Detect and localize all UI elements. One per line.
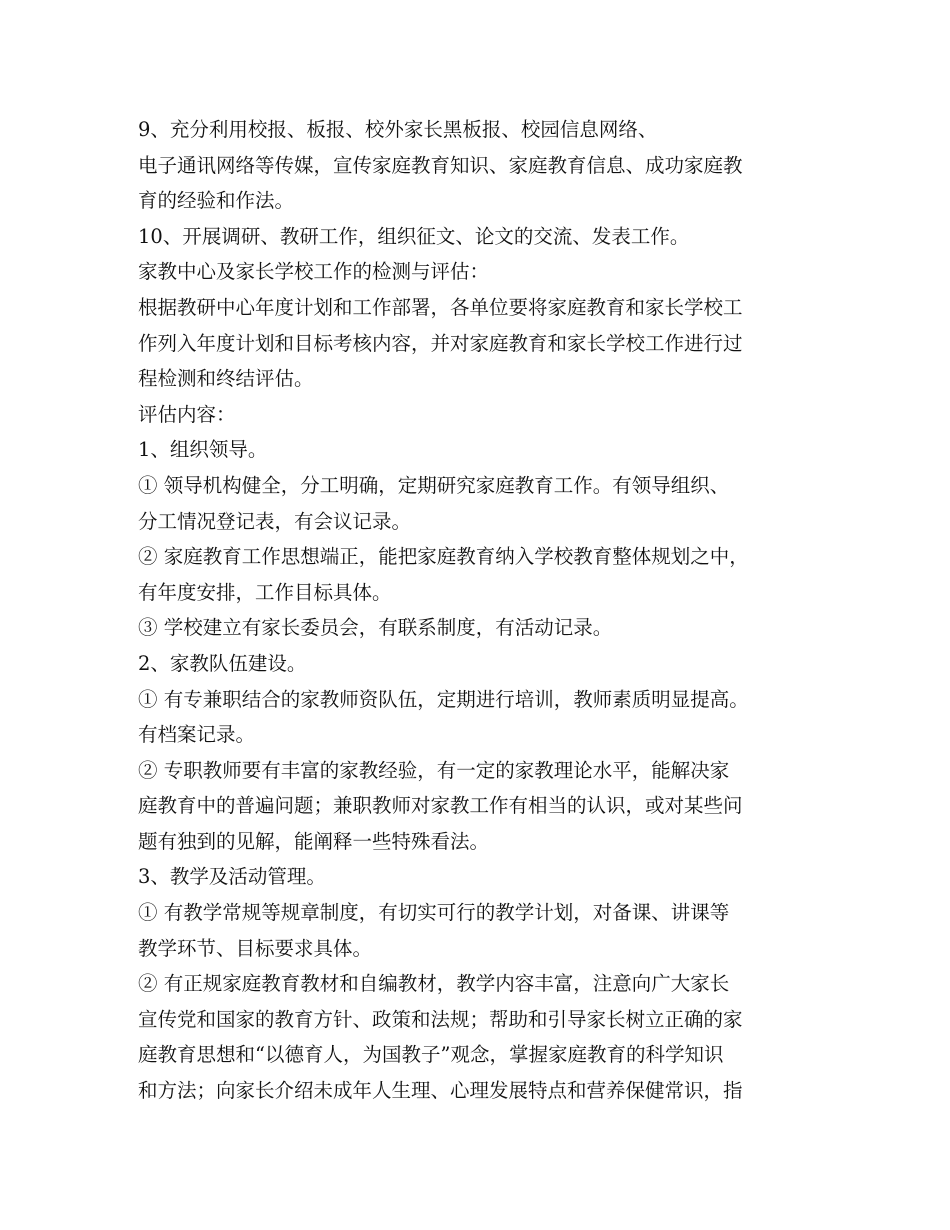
text-line: 程检测和终结评估。: [138, 367, 314, 391]
text-line: ③ 学校建立有家长委员会，有联系制度，有活动记录。: [138, 616, 613, 640]
text-line: ① 有教学常规等规章制度，有切实可行的教学计划，对备课、讲课等: [138, 901, 730, 925]
text-line: 根据教研中心年度计划和工作部署，各单位要将家庭教育和家长学校工: [138, 295, 743, 319]
text-line: 作列入年度计划和目标考核内容，并对家庭教育和家长学校工作进行过: [138, 331, 743, 355]
text-line: 庭教育中的普遍问题；兼职教师对家教工作有相当的认识，或对某些问: [138, 794, 743, 818]
document-body: [138, 112, 828, 1109]
section-heading: 家教中心及家长学校工作的检测与评估：: [138, 260, 490, 284]
text-line: 育的经验和作法。: [138, 189, 295, 213]
text-line: 有档案记录。: [138, 723, 256, 747]
text-line: 10、开展调研、教研工作，组织征文、论文的交流、发表工作。: [138, 224, 690, 248]
text-line: ① 有专兼职结合的家教师资队伍，定期进行培训，教师素质明显提高。: [138, 687, 749, 711]
text-line: 和方法；向家长介绍未成年人生理、心理发展特点和营养保健常识，指: [138, 1079, 743, 1103]
text-line: 教学环节、目标要求具体。: [138, 936, 373, 960]
text-line: ② 家庭教育工作思想端正，能把家庭教育纳入学校教育整体规划之中，: [138, 545, 749, 569]
text-line: 电子通讯网络等传媒，宣传家庭教育知识、家庭教育信息、成功家庭教: [138, 153, 743, 177]
text-line: 分工情况登记表，有会议记录。: [138, 509, 412, 533]
text-line: ② 有正规家庭教育教材和自编教材，教学内容丰富，注意向广大家长: [138, 972, 730, 996]
subsection-heading: 1、组织领导。: [138, 438, 268, 462]
text-line: 宣传党和国家的教育方针、政策和法规；帮助和引导家长树立正确的家: [138, 1007, 743, 1031]
text-line: ① 领导机构健全，分工明确，定期研究家庭教育工作。有领导组织、: [138, 473, 730, 497]
text-line: ② 专职教师要有丰富的家教经验，有一定的家教理论水平，能解决家: [138, 758, 730, 782]
text-line: 题有独到的见解，能阐释一些特殊看法。: [138, 829, 490, 853]
text-line: 庭教育思想和“以德育人，为国教子”观念，掌握家庭教育的科学知识: [138, 1043, 724, 1067]
text-line: 有年度安排，工作目标具体。: [138, 580, 392, 604]
section-heading: 评估内容：: [138, 402, 236, 426]
subsection-heading: 2、家教队伍建设。: [138, 651, 307, 675]
text-line: 9、充分利用校报、板报、校外家长黑板报、校园信息网络、: [138, 118, 658, 141]
subsection-heading: 3、教学及活动管理。: [138, 865, 326, 889]
